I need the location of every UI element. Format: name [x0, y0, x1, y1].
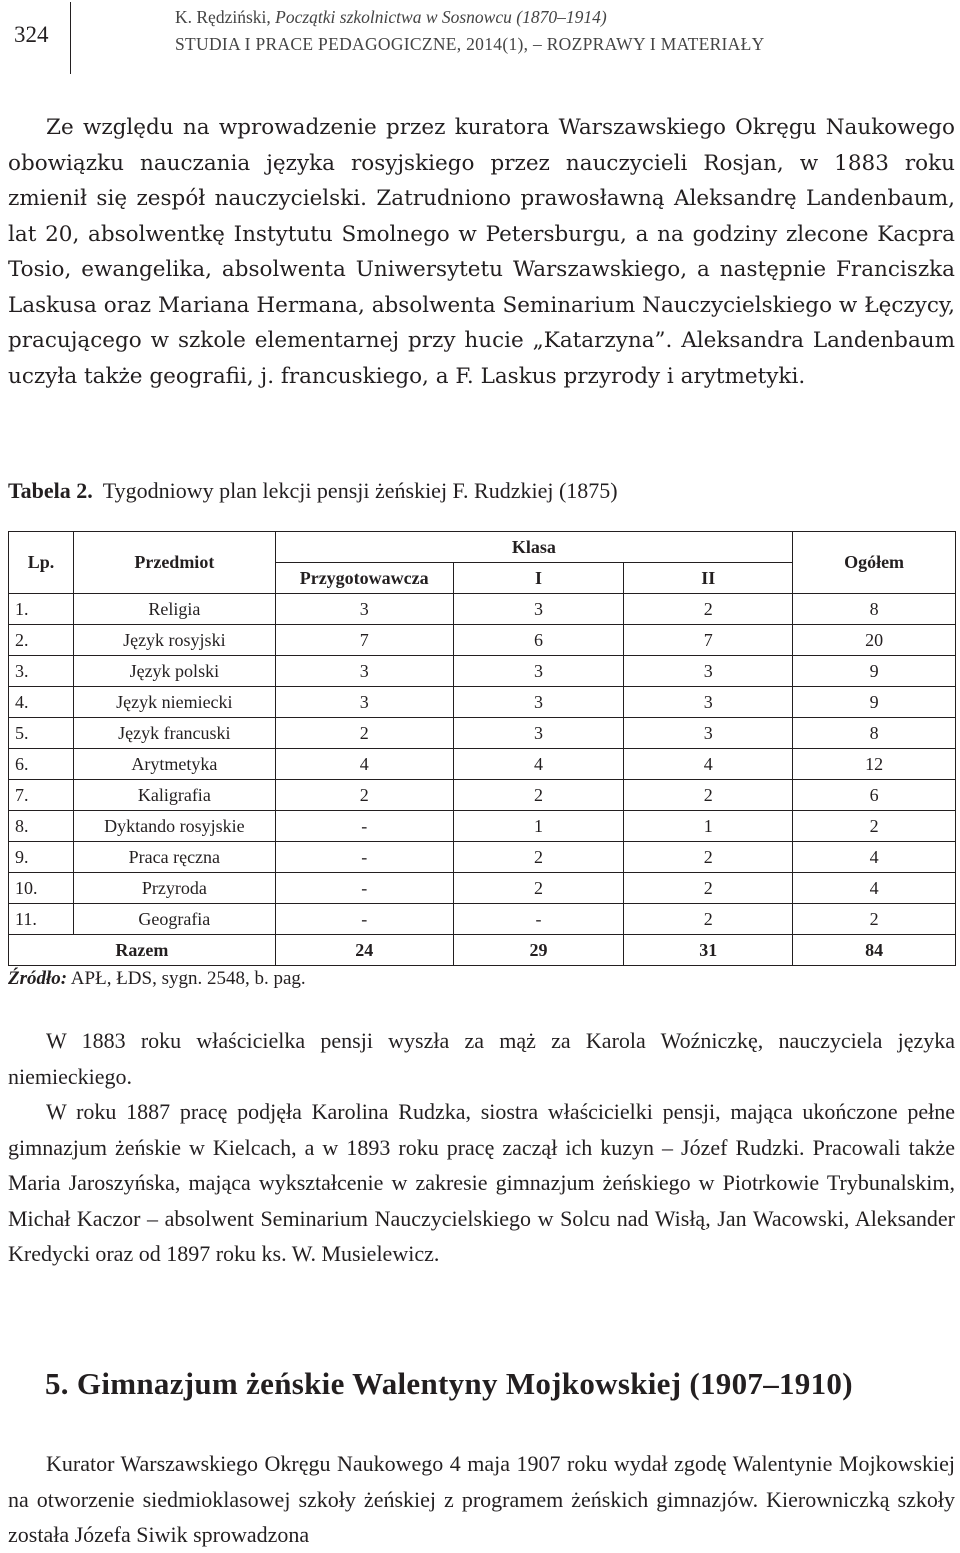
cell-subject: Przyroda — [73, 873, 275, 904]
table-caption — [8, 478, 618, 504]
cell-total: 4 — [793, 873, 956, 904]
cell-subject: Język rosyjski — [73, 625, 275, 656]
cell-class-1: 3 — [453, 656, 624, 687]
cell-subject: Arytmetyka — [73, 749, 275, 780]
cell-total: 4 — [793, 842, 956, 873]
paragraph-staff: W roku 1887 pracę podjęła Karolina Rudzka, siostra właścicielki pensji, mająca ukończone pełne gimnazjum żeńskie w Kielcach, a w 1893 roku pracę zaczął ich kuzyn – Józef Rudzki. Pracowali także Maria Jaroszyńska, mająca wykształcenie w zakresie gimnazjum żeńskiego w Piotrkowie Trybunalskim, Michał Kaczor – absolwent Seminarium Nauczycielskiego w Solcu nad Wisłą, Jan Wacowski, Aleksander Kredycki oraz od 1897 roku ks. W. Musielewicz. — [8, 1099, 955, 1266]
cell-class-2: 2 — [624, 904, 793, 935]
cell-prep: 3 — [275, 656, 453, 687]
total-class-2: 31 — [624, 935, 793, 966]
cell-class-2: 3 — [624, 718, 793, 749]
cell-total: 8 — [793, 594, 956, 625]
cell-class-1: 1 — [453, 811, 624, 842]
header-klasa: Klasa — [275, 532, 792, 563]
total-total: 84 — [793, 935, 956, 966]
cell-total: 9 — [793, 656, 956, 687]
header-divider — [70, 2, 71, 74]
cell-subject: Dyktando rosyjskie — [73, 811, 275, 842]
header-lp: Lp. — [9, 532, 74, 594]
total-class-1: 29 — [453, 935, 624, 966]
table-caption-label: Tabela 2. — [8, 478, 93, 503]
header-class-1: I — [453, 563, 624, 594]
section-title: 5. Gimnazjum żeńskie Walentyny Mojkowskiej (1907–1910) — [45, 1366, 853, 1401]
cell-total: 2 — [793, 811, 956, 842]
cell-lp: 4. — [9, 687, 74, 718]
cell-class-1: - — [453, 904, 624, 935]
cell-class-1: 3 — [453, 687, 624, 718]
table-row — [9, 594, 956, 625]
table-row — [9, 687, 956, 718]
cell-class-2: 4 — [624, 749, 793, 780]
paragraph-gymnasium: Kurator Warszawskiego Okręgu Naukowego 4 maja 1907 roku wydał zgodę Walentynie Mojkowskiej na otworzenie siedmioklasowej szkoły żeńskiej z programem żeńskich gimnazjów. Kierowniczką szkoły została Józefa Siwik sprowadzona — [8, 1451, 955, 1547]
page-number: 324 — [14, 22, 49, 47]
cell-lp: 8. — [9, 811, 74, 842]
cell-prep: - — [275, 811, 453, 842]
cell-lp: 11. — [9, 904, 74, 935]
table-row — [9, 780, 956, 811]
cell-prep: 3 — [275, 687, 453, 718]
source-label: Źródło: — [8, 968, 68, 989]
table-row — [9, 749, 956, 780]
running-head — [175, 4, 765, 58]
total-label: Razem — [9, 935, 276, 966]
cell-prep: - — [275, 873, 453, 904]
cell-class-2: 2 — [624, 780, 793, 811]
cell-subject: Język niemiecki — [73, 687, 275, 718]
cell-subject: Kaligrafia — [73, 780, 275, 811]
cell-total: 20 — [793, 625, 956, 656]
cell-subject: Język francuski — [73, 718, 275, 749]
intro-paragraph: Ze względu na wprowadzenie przez kuratora Warszawskiego Okręgu Naukowego obowiązku nauczania języka rosyjskiego przez nauczycieli Rosjan, w 1883 roku zmienił się zespół nauczycielski. Zatrudniono prawosławną Aleksandrę Landenbaum, lat 20, absolwentkę Instytutu Smolnego w Petersburgu, a na godziny zlecone Kacpra Tosio, ewangelika, absolwenta Uniwersytetu Warszawskiego, a następnie Franciszka Laskusa oraz Mariana Hermana, absolwenta Seminarium Nauczycielskiego w Łęczycy, pracującego w szkole elementarnej przy hucie „Katarzyna”. Aleksandra Landenbaum uczyła także geografii, j. francuskiego, a F. Laskus przyrody i arytmetyki. — [8, 115, 955, 389]
cell-class-2: 2 — [624, 594, 793, 625]
cell-class-1: 6 — [453, 625, 624, 656]
cell-prep: 2 — [275, 718, 453, 749]
cell-class-2: 1 — [624, 811, 793, 842]
cell-lp: 1. — [9, 594, 74, 625]
cell-lp: 2. — [9, 625, 74, 656]
cell-class-1: 2 — [453, 780, 624, 811]
cell-prep: 4 — [275, 749, 453, 780]
running-head-line1 — [175, 4, 765, 31]
table-row — [9, 811, 956, 842]
paragraph-marriage: W 1883 roku właścicielka pensji wyszła za mąż za Karola Woźniczkę, nauczyciela języka niemieckiego. — [8, 1028, 955, 1089]
cell-subject: Religia — [73, 594, 275, 625]
cell-prep: - — [275, 842, 453, 873]
cell-class-1: 3 — [453, 594, 624, 625]
cell-lp: 3. — [9, 656, 74, 687]
source-text: APŁ, ŁDS, sygn. 2548, b. pag. — [67, 968, 306, 989]
total-prep: 24 — [275, 935, 453, 966]
table-row — [9, 842, 956, 873]
cell-total: 9 — [793, 687, 956, 718]
running-head-line2: STUDIA I PRACE PEDAGOGICZNE, 2014(1), – ROZPRAWY I MATERIAŁY — [175, 34, 765, 54]
table-row — [9, 625, 956, 656]
header-prep: Przygotowawcza — [275, 563, 453, 594]
cell-class-1: 2 — [453, 873, 624, 904]
cell-lp: 5. — [9, 718, 74, 749]
cell-class-1: 3 — [453, 718, 624, 749]
running-head-title: Początki szkolnictwa w Sosnowcu (1870–1914) — [275, 7, 607, 27]
cell-class-2: 3 — [624, 687, 793, 718]
table-caption-text: Tygodniowy plan lekcji pensji żeńskiej F. Rudzkiej (1875) — [102, 478, 618, 503]
cell-class-1: 4 — [453, 749, 624, 780]
table-row — [9, 904, 956, 935]
cell-lp: 10. — [9, 873, 74, 904]
table-row — [9, 718, 956, 749]
cell-prep: 3 — [275, 594, 453, 625]
cell-subject: Język polski — [73, 656, 275, 687]
cell-total: 6 — [793, 780, 956, 811]
cell-lp: 6. — [9, 749, 74, 780]
cell-class-2: 2 — [624, 873, 793, 904]
cell-class-2: 2 — [624, 842, 793, 873]
header-total: Ogółem — [793, 532, 956, 594]
cell-prep: 2 — [275, 780, 453, 811]
header-subject: Przedmiot — [73, 532, 275, 594]
header-class-2: II — [624, 563, 793, 594]
cell-class-2: 3 — [624, 656, 793, 687]
lesson-plan-table — [8, 531, 956, 966]
cell-subject: Geografia — [73, 904, 275, 935]
cell-class-2: 7 — [624, 625, 793, 656]
cell-prep: 7 — [275, 625, 453, 656]
table-row — [9, 873, 956, 904]
cell-lp: 7. — [9, 780, 74, 811]
cell-lp: 9. — [9, 842, 74, 873]
cell-total: 2 — [793, 904, 956, 935]
cell-subject: Praca ręczna — [73, 842, 275, 873]
cell-class-1: 2 — [453, 842, 624, 873]
total-row — [9, 935, 956, 966]
table-row — [9, 656, 956, 687]
cell-total: 8 — [793, 718, 956, 749]
cell-total: 12 — [793, 749, 956, 780]
table-source — [8, 968, 306, 990]
running-head-author: K. Rędziński, — [175, 7, 276, 27]
cell-prep: - — [275, 904, 453, 935]
